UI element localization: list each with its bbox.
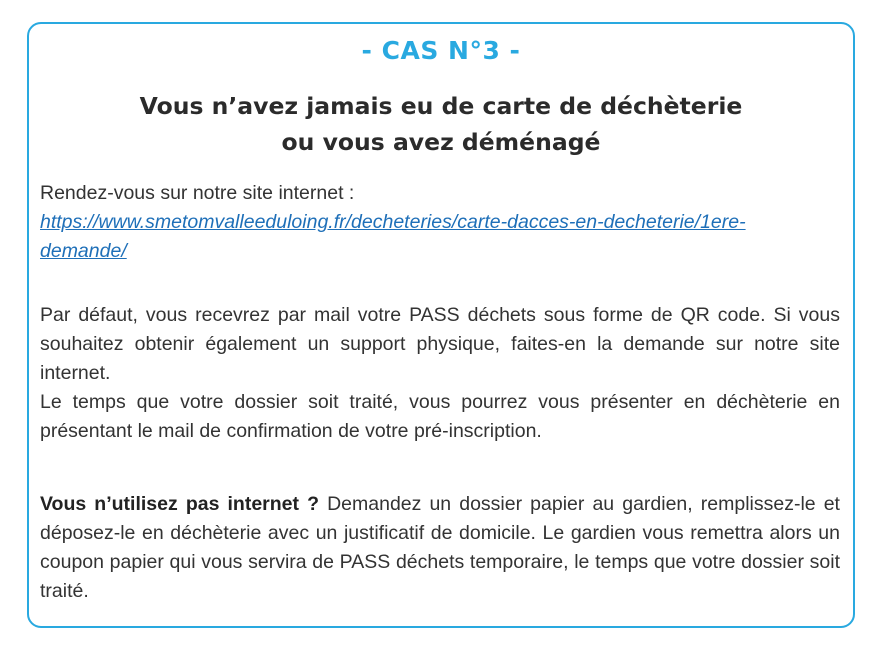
paragraph-3: [40, 490, 840, 606]
no-internet-text: Demandez un dossier papier au gardien, remplissez-le et déposez-le en déchèterie avec un justificatif de domicile. Le gardien vous remettra alors un coupon papier qui vous servira de PASS déchets temporaire, le temps que votre dossier soit traité.: [40, 493, 840, 602]
heading: [29, 88, 853, 160]
website-link[interactable]: [40, 208, 840, 266]
website-link-line-2[interactable]: demande/: [40, 240, 127, 262]
intro-text: Rendez-vous sur notre site internet :: [40, 182, 355, 204]
case-title: - CAS N°3 -: [361, 36, 521, 65]
paragraph-no-internet: [40, 490, 840, 606]
info-card: [27, 22, 855, 628]
heading-line-1: Vous n’avez jamais eu de carte de déchèterie: [139, 92, 743, 120]
website-link-line-1[interactable]: https://www.smetomvalleeduloing.fr/decheteries/carte-dacces-en-decheterie/1ere-: [40, 211, 746, 233]
heading-line-2: ou vous avez déménagé: [281, 128, 601, 156]
intro-section: [40, 179, 840, 266]
no-internet-question: Vous n’utilisez pas internet ?: [40, 493, 319, 515]
paragraph-2: Le temps que votre dossier soit traité, vous pourrez vous présenter en déchèterie en présentant le mail de confirmation de votre pré-inscription.: [40, 391, 840, 442]
paragraph-1: Par défaut, vous recevrez par mail votre PASS déchets sous forme de QR code. Si vous souhaitez obtenir également un support physique, faites-en la demande sur notre site internet.: [40, 304, 840, 384]
paragraph-default-pass: [40, 301, 840, 388]
paragraph-temporary: [40, 388, 840, 446]
